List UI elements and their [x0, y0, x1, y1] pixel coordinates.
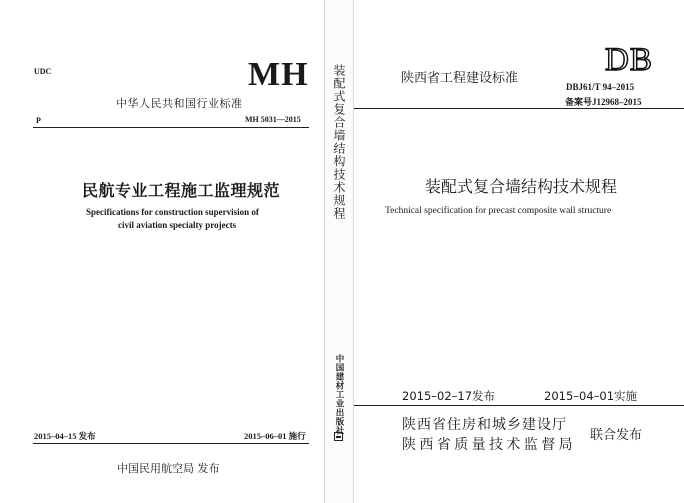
right-cover-page — [354, 0, 684, 503]
issuer: 中国民用航空局 发布 — [117, 462, 220, 475]
spine-title: 装配式复合墙结构技术规程 — [332, 64, 346, 220]
record-number: 备案号J12968–2015 — [565, 97, 642, 107]
spine-publisher: 中国建材工业出版社 — [334, 354, 344, 435]
issue-date: 2015–02–17发布 — [402, 389, 496, 403]
top-divider — [354, 108, 684, 109]
top-divider — [33, 127, 309, 128]
db-logo: DB — [605, 42, 653, 78]
book-spine — [325, 0, 353, 503]
p-label: P — [36, 116, 41, 125]
standard-number: MH 5031—2015 — [245, 115, 301, 124]
document-title-en-line-2: civil aviation specialty projects — [118, 220, 237, 230]
issuer-1: 陕西省住房和城乡建设厅 — [402, 417, 567, 433]
left-cover-page — [0, 0, 322, 503]
document-title-en: Technical specification for precast composite wall structure — [385, 206, 612, 216]
standard-number: DBJ61/T 94–2015 — [566, 82, 635, 92]
issue-date: 2015–04–15 发布 — [34, 431, 96, 441]
issuer-2: 陕西省质量技术监督局 — [402, 437, 576, 453]
document-title-cn: 装配式复合墙结构技术规程 — [425, 179, 618, 196]
udc-label: UDC — [34, 67, 52, 76]
effective-date: 2015–06–01 施行 — [244, 431, 306, 441]
standard-type: 中华人民共和国行业标准 — [116, 97, 243, 110]
category-code: MH — [248, 56, 309, 93]
document-title-en-line-1: Specifications for construction supervision of — [86, 207, 259, 217]
bottom-divider — [33, 443, 309, 444]
effective-date: 2015–04–01实施 — [544, 389, 638, 403]
joint-issue: 联合发布 — [590, 428, 643, 443]
standard-type: 陕西省工程建设标准 — [401, 71, 519, 86]
bottom-divider — [354, 405, 684, 406]
publisher-logo-icon — [334, 432, 343, 441]
document-title-cn: 民航专业工程施工监理规范 — [82, 181, 281, 200]
